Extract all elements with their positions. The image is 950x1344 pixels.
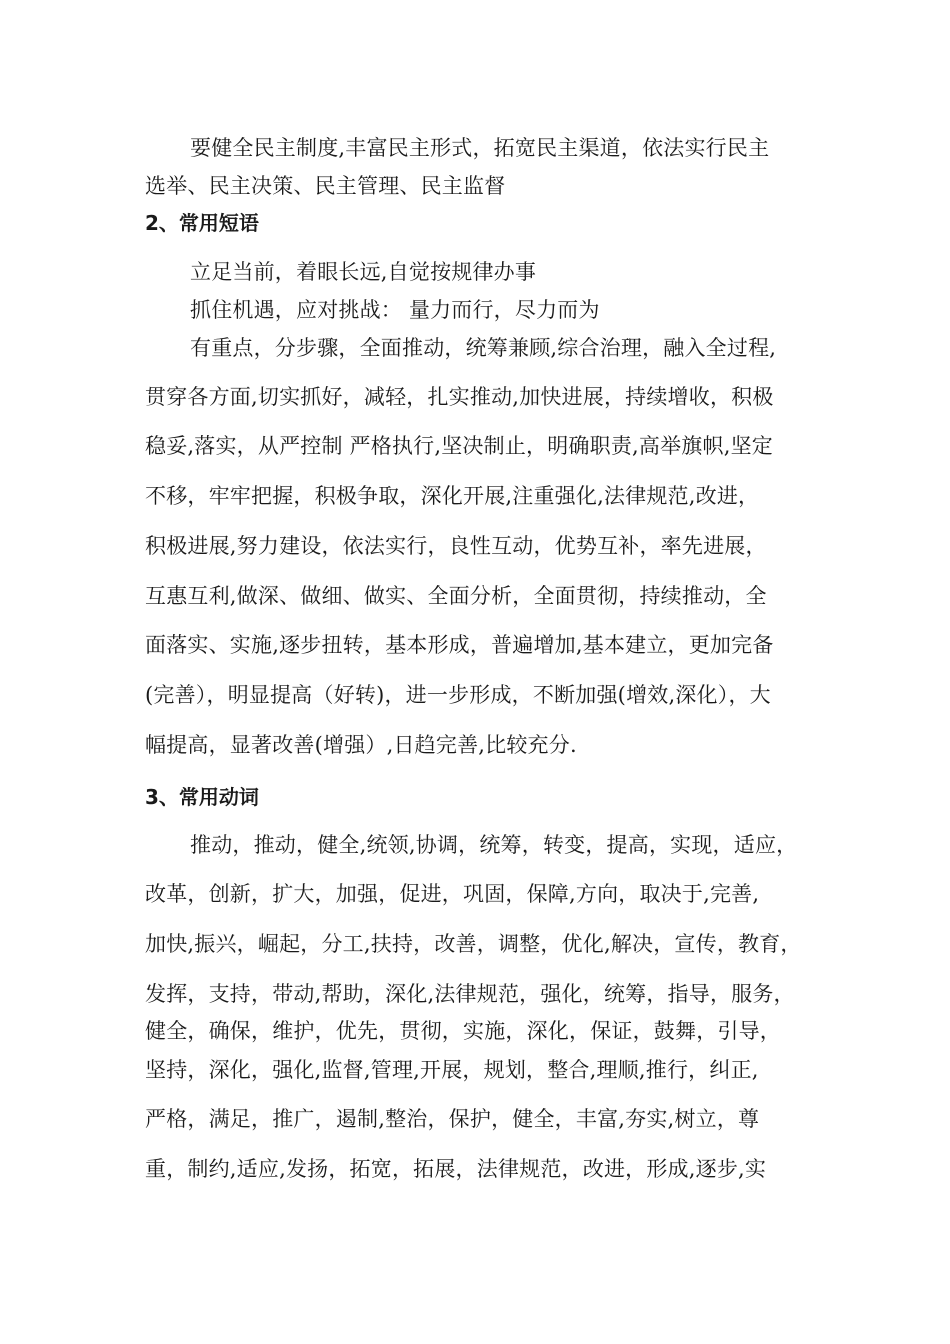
- paragraph-line: 贯穿各方面,切实抓好，减轻，扎实推动,加快进展，持续增收，积极: [145, 385, 774, 409]
- paragraph-line: 要健全民主制度,丰富民主形式，拓宽民主渠道，依法实行民主: [190, 136, 770, 160]
- paragraph-line: 改革，创新，扩大，加强，促进，巩固，保障,方向，取决于,完善,: [145, 882, 760, 906]
- paragraph-line: 严格，满足，推广，遏制,整治，保护，健全，丰富,夯实,树立，尊: [145, 1107, 760, 1131]
- paragraph-line: 加快,振兴，崛起，分工,扶持，改善，调整，优化,解决，宣传，教育，: [145, 932, 802, 956]
- paragraph-line: 健全，确保，维护，优先，贯彻，实施，深化，保证，鼓舞，引导，: [145, 1019, 781, 1043]
- paragraph-line: 幅提高，显著改善(增强）,日趋完善,比较充分.: [145, 733, 577, 757]
- paragraph-line: 互惠互利,做深、做细、做实、全面分析，全面贯彻，持续推动，全: [145, 584, 767, 608]
- paragraph-line: 不移，牢牢把握，积极争取，深化开展,注重强化,法律规范,改进，: [145, 484, 760, 508]
- paragraph-line: 重，制约,适应,发扬，拓宽，拓展，法律规范，改进，形成,逐步,实: [145, 1157, 767, 1181]
- paragraph-line: 坚持，深化，强化,监督,管理,开展，规划，整合,理顺,推行，纠正,: [145, 1058, 759, 1082]
- section-heading-common-phrases: 2、常用短语: [145, 211, 259, 235]
- paragraph-line: (完善），明显提高（好转)，进一步形成，不断加强(增效,深化），大: [145, 683, 771, 707]
- paragraph-line: 面落实、实施,逐步扭转，基本形成，普遍增加,基本建立，更加完备: [145, 633, 774, 657]
- paragraph-line: 立足当前，着眼长远,自觉按规律办事: [190, 260, 537, 284]
- section-heading-common-verbs: 3、常用动词: [145, 785, 259, 809]
- paragraph-line: 抓住机遇，应对挑战： 量力而行，尽力而为: [190, 298, 600, 322]
- paragraph-line: 积极进展,努力建设，依法实行，良性互动，优势互补，率先进展，: [145, 534, 767, 558]
- paragraph-line: 发挥，支持，带动,帮助，深化,法律规范，强化，统筹，指导，服务，: [145, 982, 795, 1006]
- paragraph-line: 推动，推动，健全,统领,协调，统筹，转变，提高，实现，适应，: [190, 833, 798, 857]
- paragraph-line: 有重点，分步骤，全面推动，统筹兼顾,综合治理，融入全过程,: [190, 336, 777, 360]
- paragraph-line: 选举、民主决策、民主管理、民主监督: [145, 174, 506, 198]
- paragraph-line: 稳妥,落实，从严控制 严格执行,坚决制止，明确职责,高举旗帜,坚定: [145, 434, 773, 458]
